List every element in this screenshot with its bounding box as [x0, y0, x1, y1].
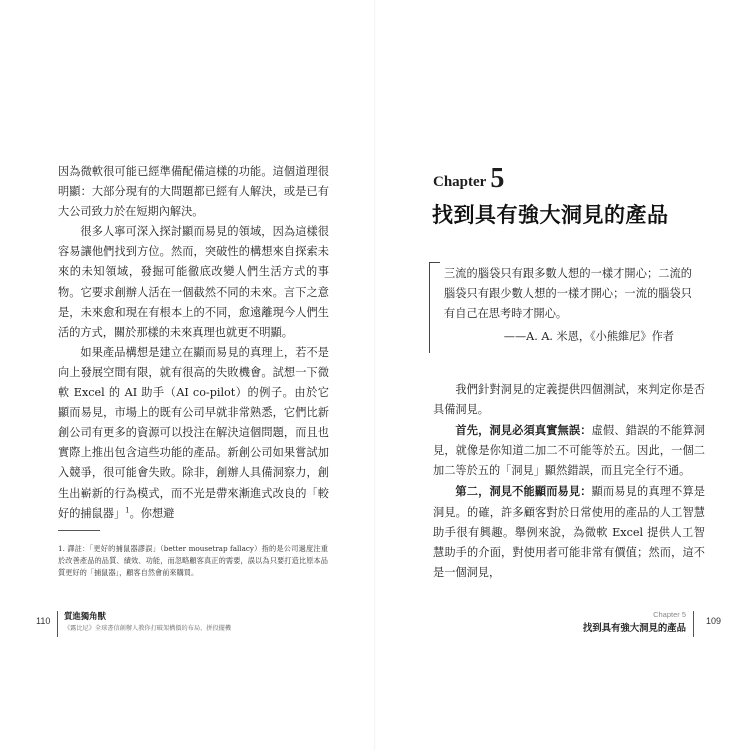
page-number: 109 [705, 616, 721, 626]
paragraph [58, 343, 329, 524]
chapter-number: 5 [490, 163, 505, 194]
paragraph: 因為微軟很可能已經準備配備這樣的功能。這個道理很明顯：大部分現有的大問題都已經有人解決，或是已有大公司致力於在短期內解決。 [58, 165, 329, 219]
right-page-footer [582, 610, 735, 640]
running-book-subtitle: 《露比尼》全球書信創辦人教你打破架構價的布局、拼投擺機 [64, 625, 232, 632]
paragraph [433, 481, 705, 582]
running-chapter-title: 找到具有強大洞見的產品 [582, 623, 686, 634]
epigraph-quote: 三流的腦袋只有跟多數人想的一樣才開心；二流的腦袋只有跟少數人想的一樣才開心；一流的腦袋只有自己在思考時才開心。 [444, 267, 692, 321]
footer-divider [693, 611, 694, 637]
page-number: 110 [36, 616, 51, 626]
left-body-text [58, 162, 329, 524]
footer-divider [57, 611, 58, 637]
test-label: 第二，洞見不能顯而易見： [455, 484, 592, 499]
test-label: 首先，洞見必須真實無誤： [455, 423, 592, 438]
right-page [375, 0, 750, 750]
running-chapter: Chapter 5 [653, 610, 686, 619]
paragraph-text: 如果產品構想是建立在顯而易見的真理上，若不是向上發展空間有限，就有很高的失敗機會。試想一下微軟 Excel 的 AI 助手（AI co-pilot）的例子。由於它顯而易見，市場上的既有公司早就非常熟悉，它們比新創公司有更多的資源可以投注在解決這個問題，而且也實際上推出包含這些功能的產品。新創公司如果嘗試加入競爭，很可能會失敗。除非，創辦人具備洞察力，創生出嶄新的行為模式，而不光是帶來漸進式改良的「較好的捕鼠器」 [58, 345, 329, 520]
footnote-divider [58, 530, 100, 531]
footnote-marker: 1 [125, 505, 130, 514]
test-text: 顯而易見的真理不算是洞見。的確，許多顧客對於日常使用的產品的人工智慧助手很有興趣。舉例來說，為微軟 Excel 提供人工智慧助手的介面，對使用者可能非常有價值；然而，這不是一個洞見， [433, 485, 705, 579]
paragraph [433, 420, 705, 481]
quote-bracket [429, 262, 440, 353]
chapter-word: Chapter [433, 174, 487, 190]
left-page-footer [36, 610, 346, 640]
chapter-title: 找到具有強大洞見的產品 [432, 203, 669, 227]
right-body-text [433, 380, 705, 583]
running-book-title: 質進獨角獸 [64, 611, 106, 621]
footnote: 1. 譯註：「更好的捕鼠器謬誤」（better mousetrap fallacy）指的是公司過度注重於改善產品的品質、績效、功能，而忽略顧客真正的需要，誤以為只要打造比原本品質更好的「捕鼠器」，顧客自然會前來購買。 [58, 544, 328, 578]
paragraph-tail: 。你想避 [129, 506, 175, 520]
test-text: 虛假、錯誤的不能算洞見，就像是你知道二加二不可能等於五。因此，一個二加二等於五的「洞見」顯然錯誤，而且完全行不通。 [433, 424, 705, 478]
epigraph-attribution: ——A. A. 米恩，《小熊維尼》作者 [503, 330, 674, 343]
chapter-label [433, 163, 504, 195]
paragraph: 我們針對洞見的定義提供四個測試，來判定你是否具備洞見。 [433, 383, 705, 417]
paragraph: 很多人寧可深入探討顯而易見的領域，因為這樣很容易讓他們找到方位。然而，突破性的構想來自探索未來的未知領域，發掘可能徹底改變人們生活方式的事物。它要求創辦人活在一個截然不同的未來。言下之意是，未來愈和現在有根本上的不同，愈遠離現今人們生活的方式，關於那樣的未來真理也就更不明顯。 [58, 225, 329, 339]
